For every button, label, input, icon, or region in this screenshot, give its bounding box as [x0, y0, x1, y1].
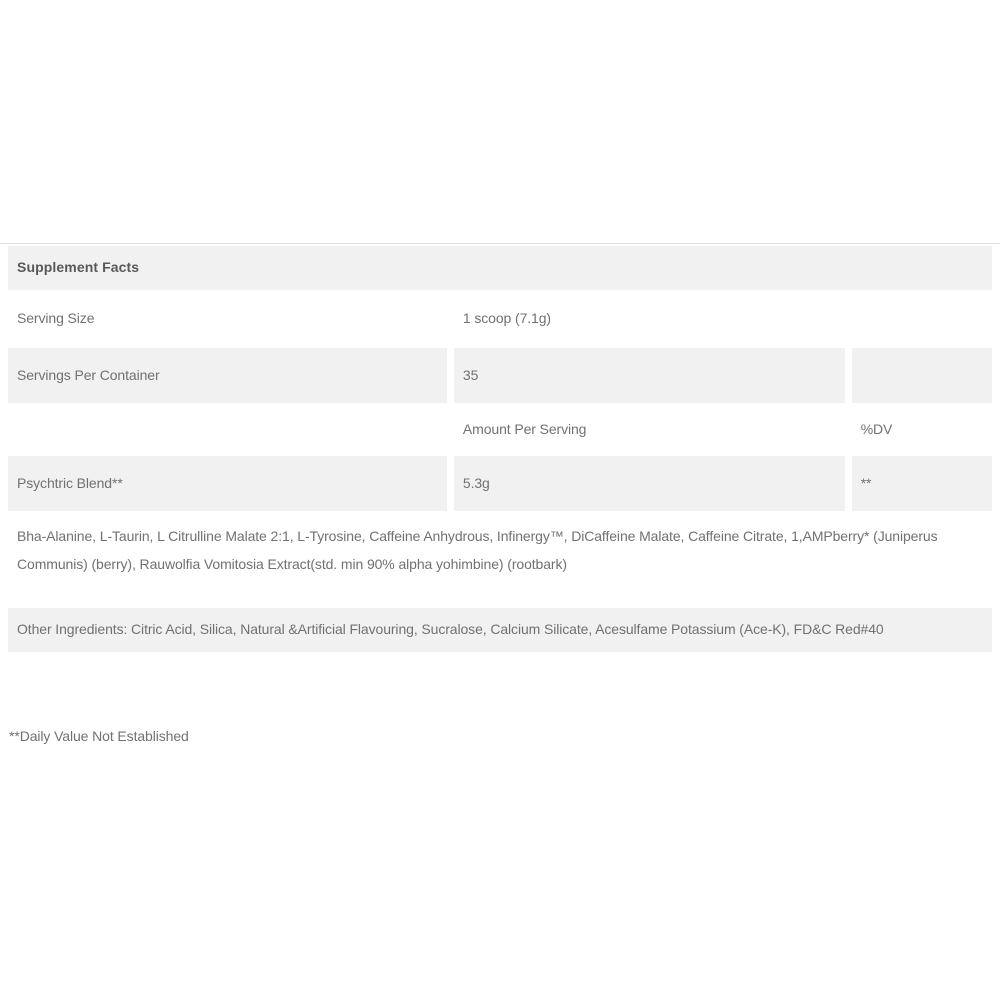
table-title: Supplement Facts	[8, 246, 992, 290]
other-ingredients-row	[8, 608, 992, 652]
blend-amount: 5.3g	[454, 456, 845, 511]
servings-per-container-dv	[852, 348, 992, 403]
blend-ingredients-text: Bha-Alanine, L-Taurin, L Citrulline Malate 2:1, L-Tyrosine, Caffeine Anhydrous, Infinergy™, DiCaffeine Malate, Caffeine Citrate, 1,AMPberry* (Juniperus Communis) (berry), Rauwolfia Vomitosia Extract(std. min 90% alpha yohimbine) (rootbark)	[8, 513, 992, 606]
serving-size-dv	[852, 292, 992, 346]
blend-dv: **	[852, 456, 992, 511]
blend-label: Psychtric Blend**	[8, 456, 447, 511]
blend-ingredients-row	[8, 513, 992, 606]
table-title-row	[8, 246, 992, 290]
other-ingredients-text: Other Ingredients: Citric Acid, Silica, Natural &Artificial Flavouring, Sucralose, Calcium Silicate, Acesulfame Potassium (Ace-K), FD&C Red#40	[8, 608, 992, 652]
serving-size-value: 1 scoop (7.1g)	[454, 292, 845, 346]
amount-per-serving-header: Amount Per Serving	[454, 405, 845, 454]
serving-size-label: Serving Size	[8, 292, 447, 346]
table-row	[8, 348, 992, 403]
supplement-facts-table	[1, 244, 999, 654]
table-row	[8, 456, 992, 511]
servings-per-container-value: 35	[454, 348, 845, 403]
table-row	[8, 292, 992, 346]
servings-per-container-label: Servings Per Container	[8, 348, 447, 403]
table-row	[8, 405, 992, 454]
percent-dv-header: %DV	[852, 405, 992, 454]
amount-header-spacer	[8, 405, 447, 454]
daily-value-footnote: **Daily Value Not Established	[9, 728, 189, 744]
supplement-facts-panel	[0, 243, 1000, 654]
